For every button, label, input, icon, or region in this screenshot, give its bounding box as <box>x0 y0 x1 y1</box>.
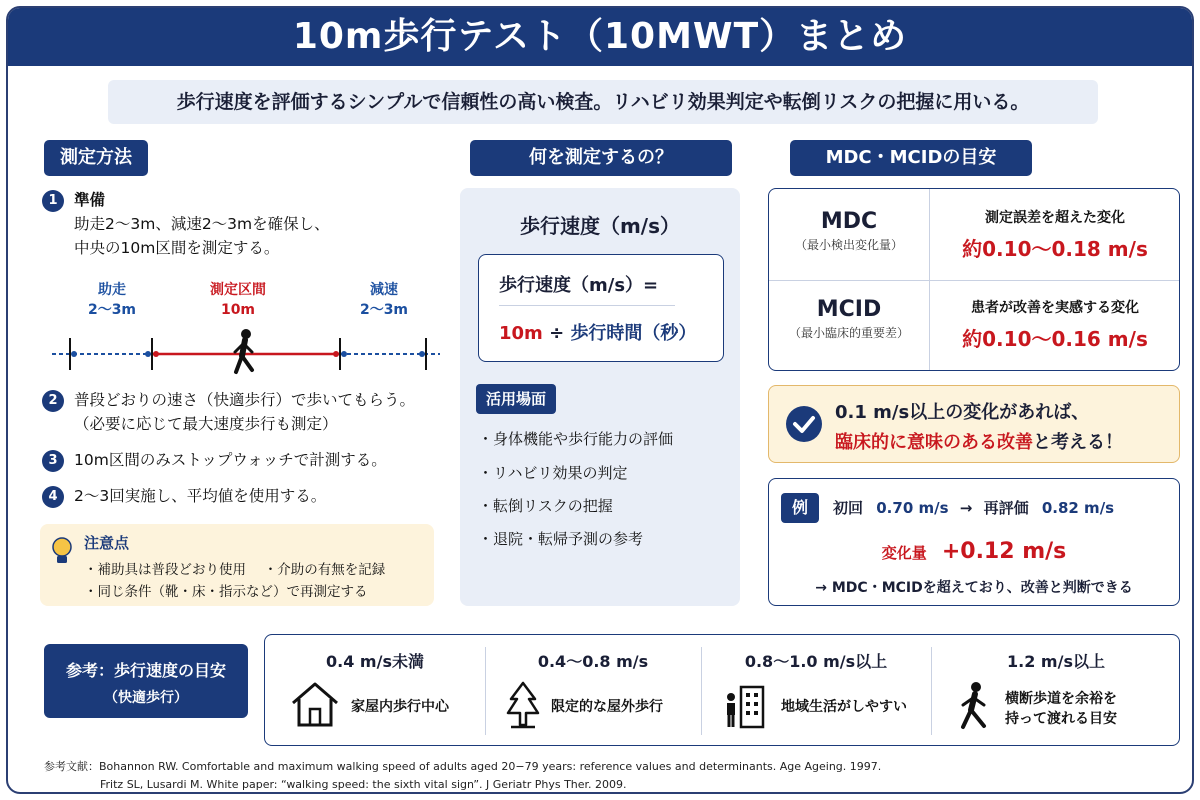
example-values: 初回 0.70 m/s → 再評価 0.82 m/s <box>833 499 1115 517</box>
summary-sheet <box>6 6 1194 794</box>
reference-label: 参考：歩行速度の目安 （快適歩行） <box>44 644 248 718</box>
what-header: 何を測定するの？ <box>470 140 732 176</box>
step-3 <box>42 448 387 472</box>
page-title: 10m歩行テスト（10MWT）まとめ <box>8 8 1192 66</box>
formula-box <box>478 254 724 362</box>
callout-line-1: 0.1 m/s以上の変化があれば、 <box>835 402 1090 423</box>
mdc-table <box>768 188 1180 371</box>
caution-title: 注意点 <box>84 534 130 552</box>
use-item: ・リハビリ効果の判定 <box>478 464 628 482</box>
step-body-line: 助走2～3m、減速2～3mを確保し、 <box>74 215 330 233</box>
page-subtitle: 歩行速度を評価するシンプルで信頼性の高い検査。リハビリ効果判定や転倒リスクの把握に用いる。 <box>108 80 1098 124</box>
decel-label: 減速 2～3m <box>359 282 409 318</box>
formula-rhs: 10m ÷ 歩行時間（秒） <box>499 323 697 344</box>
formula-divider <box>499 305 675 306</box>
mcid-row-label: MCID （最小臨床的重要差） <box>788 297 909 340</box>
table-divider <box>769 280 1179 281</box>
what-panel <box>460 188 740 606</box>
step-1 <box>42 188 330 260</box>
mdc-row-label: MDC （最小検出変化量） <box>794 209 903 252</box>
step-number: 1 <box>42 190 64 212</box>
uses-header: 活用場面 <box>476 384 556 414</box>
example-box <box>768 478 1180 606</box>
walker-icon <box>235 329 252 372</box>
step-title: 2～3回実施し、平均値を使用する。 <box>74 487 327 505</box>
walker-icon <box>957 681 993 731</box>
step-title: 10m区間のみストップウォッチで計測する。 <box>74 451 387 469</box>
step-body-line: （必要に応じて最大速度歩行も測定） <box>74 415 338 433</box>
caution-box <box>40 524 434 606</box>
example-badge: 例 <box>781 493 819 523</box>
caution-line: ・補助具は普段どおり使用 ・介助の有無を記録 <box>84 562 386 578</box>
caution-line: ・同じ条件（靴・床・指示など）で再測定する <box>84 584 368 600</box>
example-change: 変化量 +0.12 m/s <box>881 539 1067 564</box>
step-2 <box>42 388 415 436</box>
step-body-line: 中央の10m区間を測定する。 <box>74 239 280 257</box>
metric-title: 歩行速度（m/s） <box>519 214 681 238</box>
use-item: ・転倒リスクの把握 <box>478 497 613 515</box>
citation-2: Fritz SL, Lusardi M. White paper: “walking speed: the sixth vital sign”. J Geriatr Phys Ther. 2009. <box>100 778 627 791</box>
lightbulb-icon <box>50 536 74 568</box>
speed-column: 1.2 m/s以上 横断歩道を余裕を 持って渡れる目安 <box>931 635 1181 745</box>
check-icon <box>785 405 823 443</box>
callout-line-2: 臨床的に意味のある改善と考える！ <box>835 432 1123 453</box>
mdc-header: MDC・MCIDの目安 <box>790 140 1032 176</box>
step-number: 4 <box>42 486 64 508</box>
citation-1: 参考文献：Bohannon RW. Comfortable and maximum walking speed of adults aged 20−79 years: reference values and determinants. Age Ageing. 1997. <box>44 760 882 773</box>
tree-icon <box>505 681 541 729</box>
step-number: 2 <box>42 390 64 412</box>
reference-box <box>264 634 1180 746</box>
mcid-row-value: 患者が改善を実感する変化 約0.10～0.16 m/s <box>962 300 1148 351</box>
walkway-diagram <box>48 328 448 380</box>
example-conclusion: → MDC・MCIDを超えており、改善と判断できる <box>815 580 1133 596</box>
interpretation-callout <box>768 385 1180 463</box>
step-number: 3 <box>42 450 64 472</box>
use-item: ・身体機能や歩行能力の評価 <box>478 430 674 448</box>
measurement-header: 測定方法 <box>44 140 148 176</box>
step-title: 準備 <box>74 191 106 209</box>
house-icon <box>291 681 339 727</box>
city-icon <box>723 683 771 729</box>
speed-column: 0.8～1.0 m/s以上 地域生活がしやすい <box>701 635 931 745</box>
mdc-row-value: 測定誤差を超えた変化 約0.10～0.18 m/s <box>962 210 1148 261</box>
speed-column: 0.4～0.8 m/s 限定的な屋外歩行 <box>485 635 701 745</box>
formula-lhs: 歩行速度（m/s）= <box>499 275 659 296</box>
step-title: 普段どおりの速さ（快適歩行）で歩いてもらう。 <box>74 391 416 409</box>
speed-column: 0.4 m/s未満 家屋内歩行中心 <box>265 635 485 745</box>
measure-label: 測定区間 10m <box>210 282 266 318</box>
step-4 <box>42 484 326 508</box>
runup-label: 助走 2～3m <box>87 282 137 318</box>
use-item: ・退院・転帰予測の参考 <box>478 530 644 548</box>
